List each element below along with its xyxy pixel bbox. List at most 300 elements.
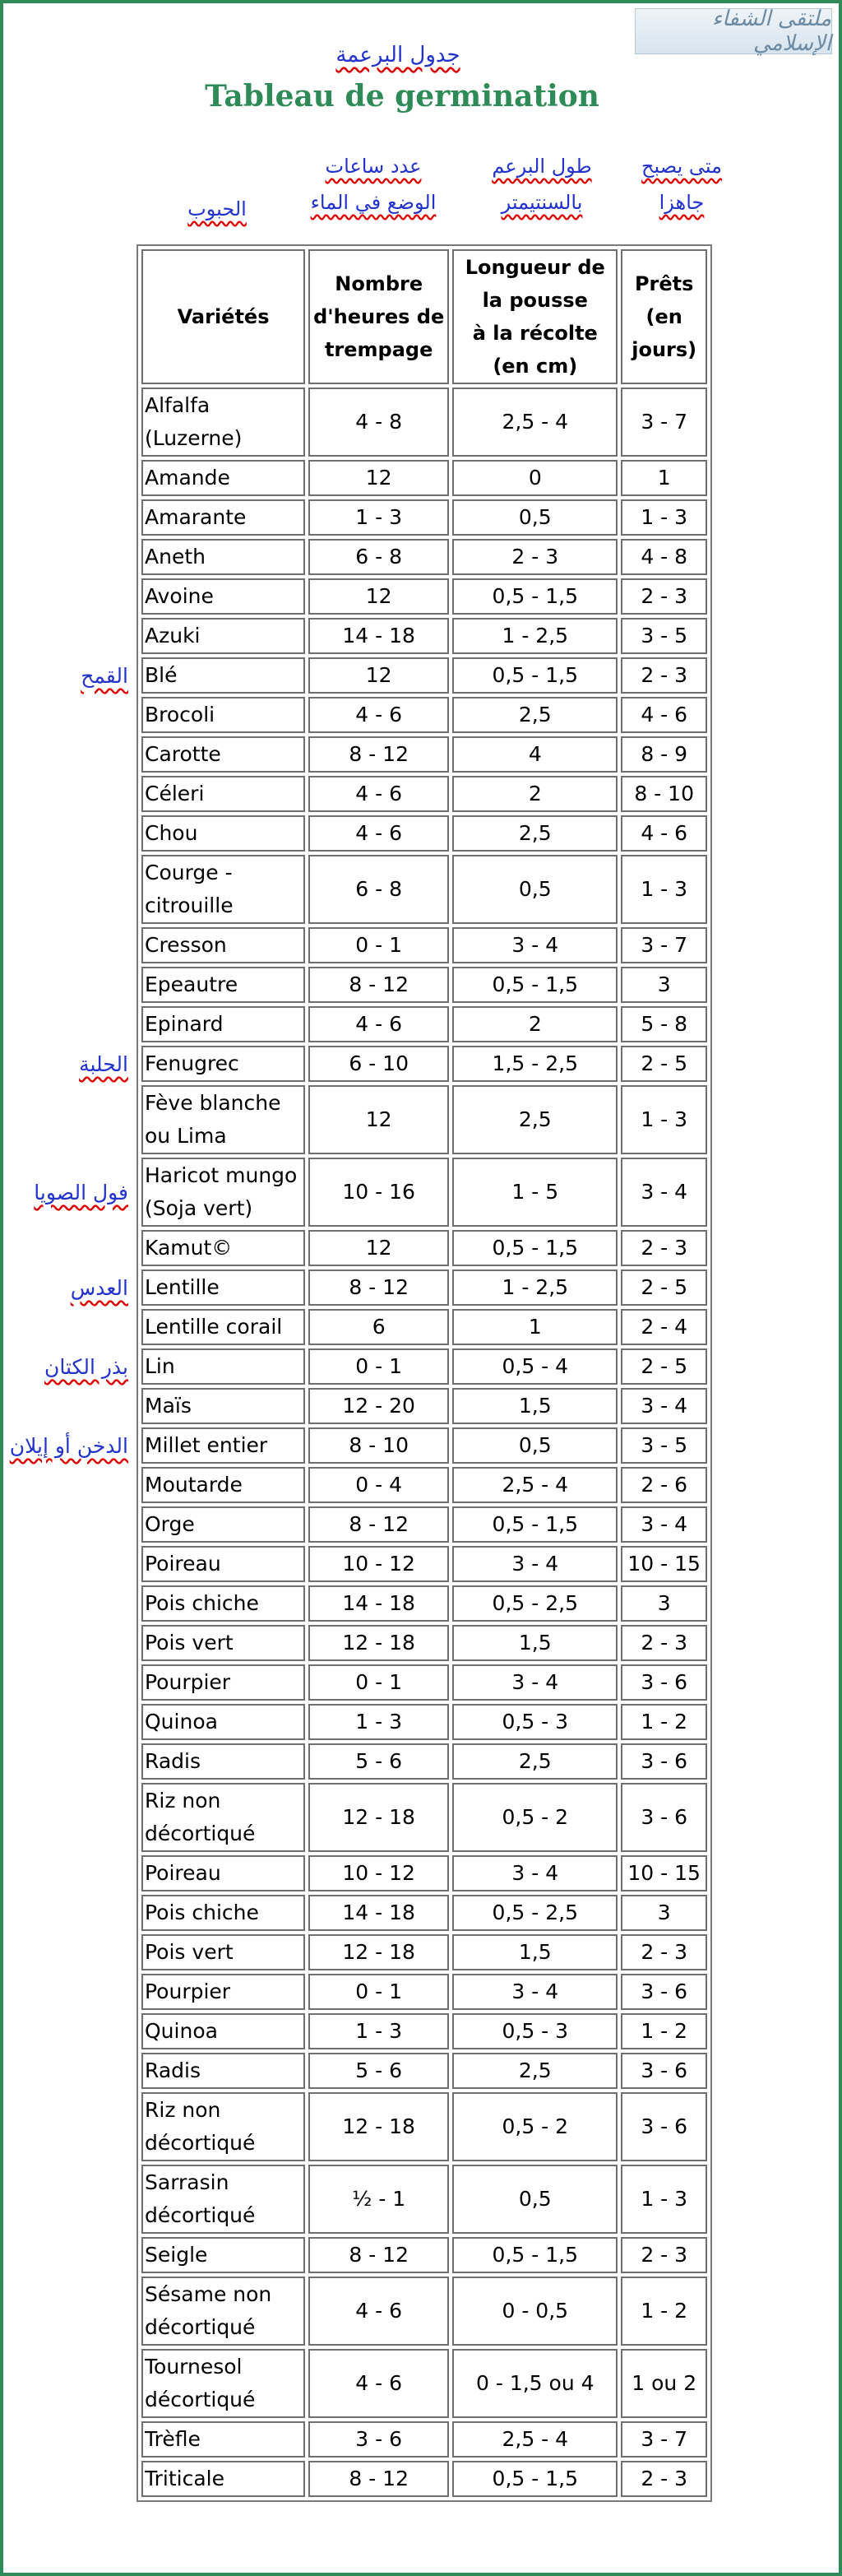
- table-row: [141, 460, 707, 496]
- hours-cell: 10 - 12: [308, 1546, 449, 1582]
- hours-cell: 4 - 6: [308, 1006, 449, 1042]
- hours-cell: 10 - 16: [308, 1158, 449, 1227]
- variety-cell: [141, 1783, 305, 1852]
- variety-name-line: Courge -: [145, 861, 233, 884]
- length-cell: 0 - 0,5: [452, 2277, 618, 2346]
- variety-cell: [141, 1269, 305, 1306]
- variety-name-line: Fève blanche: [145, 1091, 281, 1115]
- variety-cell: [141, 1506, 305, 1543]
- ready-cell: 3 - 7: [621, 388, 707, 457]
- ready-cell: 1 - 3: [621, 855, 707, 924]
- variety-name-line: Pois vert: [145, 1631, 234, 1655]
- length-cell: 2,5: [452, 2053, 618, 2089]
- table-row: [141, 1585, 707, 1622]
- ready-cell: 3 - 5: [621, 618, 707, 654]
- length-cell: 0,5 - 3: [452, 1704, 618, 1740]
- variety-cell: [141, 1085, 305, 1154]
- table-row: [141, 1974, 707, 2010]
- variety-name-line: Radis: [145, 2058, 201, 2082]
- table-row: [141, 539, 707, 575]
- ready-cell: 3 - 6: [621, 1974, 707, 2010]
- variety-cell: [141, 2053, 305, 2089]
- table-row: [141, 1704, 707, 1740]
- table-row: [141, 2092, 707, 2161]
- table-row: [141, 967, 707, 1003]
- hours-cell: 12 - 18: [308, 2092, 449, 2161]
- arabic-side-label: العدس: [70, 1276, 128, 1300]
- hours-cell: 12: [308, 1085, 449, 1154]
- length-cell: 0,5 - 1,5: [452, 2461, 618, 2497]
- site-logo: ملتقى الشفاء الإسلامي: [635, 8, 832, 54]
- variety-name-line: décortiqué: [145, 2131, 256, 2155]
- variety-name-line: Maïs: [145, 1394, 192, 1418]
- ready-cell: 3 - 6: [621, 1783, 707, 1852]
- variety-cell: [141, 539, 305, 575]
- hours-cell: 6 - 8: [308, 539, 449, 575]
- hours-cell: 8 - 10: [308, 1427, 449, 1464]
- variety-name-line: Pourpier: [145, 1670, 231, 1694]
- hours-cell: 0 - 1: [308, 1664, 449, 1701]
- variety-name-line: Pois chiche: [145, 1591, 259, 1615]
- variety-cell: [141, 388, 305, 457]
- column-header-varietes: Variétés: [141, 249, 305, 384]
- arabic-header-grains: الحبوب: [187, 197, 247, 220]
- variety-name-line: Alfalfa: [145, 393, 210, 417]
- ready-cell: 3 - 4: [621, 1506, 707, 1543]
- column-header-hours: Nombre d'heures de trempage: [308, 249, 449, 384]
- variety-name-line: Fenugrec: [145, 1051, 239, 1075]
- hours-cell: 10 - 12: [308, 1855, 449, 1891]
- length-cell: 2,5 - 4: [452, 1467, 618, 1503]
- variety-cell: [141, 1855, 305, 1891]
- variety-cell: [141, 1158, 305, 1227]
- hours-cell: 4 - 8: [308, 388, 449, 457]
- variety-cell: [141, 2461, 305, 2497]
- variety-cell: [141, 1388, 305, 1424]
- length-cell: 3 - 4: [452, 1855, 618, 1891]
- length-cell: 2,5: [452, 1743, 618, 1780]
- ready-cell: 1: [621, 460, 707, 496]
- variety-name-line: Blé: [145, 663, 178, 687]
- hours-cell: 4 - 6: [308, 776, 449, 812]
- ready-cell: 4 - 6: [621, 697, 707, 733]
- table-row: [141, 499, 707, 536]
- variety-name-line: Seigle: [145, 2243, 208, 2267]
- variety-cell: [141, 1934, 305, 1970]
- variety-name-line: Amarante: [145, 505, 247, 529]
- hours-cell: ½ - 1: [308, 2165, 449, 2234]
- length-cell: 0,5: [452, 2165, 618, 2234]
- length-cell: 2: [452, 1006, 618, 1042]
- hours-cell: 4 - 6: [308, 815, 449, 852]
- arabic-header-hours: عدد ساعات الوضع في الماء: [310, 155, 437, 214]
- length-cell: 1,5: [452, 1625, 618, 1661]
- table-row: [141, 2237, 707, 2273]
- hours-cell: 6 - 10: [308, 1046, 449, 1082]
- ready-cell: 10 - 15: [621, 1855, 707, 1891]
- variety-cell: [141, 1585, 305, 1622]
- arabic-header-ready: متى يصبح جاهزا: [641, 155, 722, 214]
- hours-cell: 12 - 18: [308, 1934, 449, 1970]
- variety-cell: [141, 967, 305, 1003]
- length-cell: 0,5 - 2: [452, 1783, 618, 1852]
- ready-cell: 3 - 5: [621, 1427, 707, 1464]
- hours-cell: 12 - 18: [308, 1625, 449, 1661]
- germination-table: [136, 244, 712, 2502]
- variety-name-line: Millet entier: [145, 1433, 268, 1457]
- variety-cell: [141, 578, 305, 615]
- variety-cell: [141, 776, 305, 812]
- table-row: [141, 1783, 707, 1852]
- table-row: [141, 1664, 707, 1701]
- column-header-ready: Prêts (en jours): [621, 249, 707, 384]
- hours-cell: 12: [308, 578, 449, 615]
- hours-cell: 4 - 6: [308, 2277, 449, 2346]
- variety-name-line: Poireau: [145, 1552, 221, 1576]
- variety-cell: [141, 815, 305, 852]
- variety-name-line: (Soja vert): [145, 1196, 253, 1220]
- hours-cell: 1 - 3: [308, 499, 449, 536]
- length-cell: 0,5 - 3: [452, 2013, 618, 2049]
- table-row: [141, 1427, 707, 1464]
- table-row: [141, 2421, 707, 2458]
- variety-name-line: Triticale: [145, 2467, 224, 2490]
- length-cell: 3 - 4: [452, 927, 618, 963]
- variety-cell: [141, 460, 305, 496]
- hours-cell: 4 - 6: [308, 2349, 449, 2418]
- ready-cell: 1 - 3: [621, 2165, 707, 2234]
- hours-cell: 6 - 8: [308, 855, 449, 924]
- ready-cell: 2 - 5: [621, 1269, 707, 1306]
- variety-name-line: Sarrasin: [145, 2170, 229, 2194]
- arabic-header-length: طول البرعم بالسنتيمتر: [492, 155, 592, 214]
- variety-name-line: Lentille: [145, 1275, 220, 1299]
- length-cell: 2,5 - 4: [452, 388, 618, 457]
- hours-cell: 6: [308, 1309, 449, 1345]
- arabic-side-label: فول الصويا: [34, 1181, 128, 1204]
- hours-cell: 0 - 1: [308, 927, 449, 963]
- length-cell: 0,5 - 2,5: [452, 1895, 618, 1931]
- hours-cell: 0 - 1: [308, 1974, 449, 2010]
- ready-cell: 4 - 6: [621, 815, 707, 852]
- table-row: [141, 2461, 707, 2497]
- variety-name-line: Riz non: [145, 2098, 221, 2122]
- table-row: [141, 1006, 707, 1042]
- ready-cell: 1 - 2: [621, 2277, 707, 2346]
- length-cell: 1 - 2,5: [452, 1269, 618, 1306]
- ready-cell: 10 - 15: [621, 1546, 707, 1582]
- table-row: [141, 1625, 707, 1661]
- arabic-side-label: الدخن أو إيلان: [9, 1434, 128, 1458]
- ready-cell: 2 - 6: [621, 1467, 707, 1503]
- hours-cell: 12: [308, 460, 449, 496]
- arabic-title: جدول البرعمة: [335, 43, 460, 67]
- variety-name-line: Radis: [145, 1749, 201, 1773]
- variety-name-line: Trèfle: [145, 2427, 201, 2451]
- hours-cell: 0 - 1: [308, 1348, 449, 1385]
- column-header-length: Longueur de la pousse à la récolte (en cm): [452, 249, 618, 384]
- variety-cell: [141, 855, 305, 924]
- table-row: [141, 697, 707, 733]
- ready-cell: 5 - 8: [621, 1006, 707, 1042]
- variety-name-line: Quinoa: [145, 2019, 218, 2043]
- table-row: [141, 1158, 707, 1227]
- table-row: [141, 578, 707, 615]
- variety-cell: [141, 2092, 305, 2161]
- variety-name-line: Haricot mungo: [145, 1163, 298, 1187]
- ready-cell: 8 - 10: [621, 776, 707, 812]
- variety-cell: [141, 1230, 305, 1266]
- length-cell: 2,5: [452, 1085, 618, 1154]
- variety-name-line: Epinard: [145, 1012, 224, 1036]
- variety-name-line: décortiqué: [145, 2203, 256, 2227]
- variety-name-line: Pourpier: [145, 1980, 231, 2003]
- table-row: [141, 1934, 707, 1970]
- length-cell: 2 - 3: [452, 539, 618, 575]
- variety-cell: [141, 1743, 305, 1780]
- variety-name-line: Aneth: [145, 545, 206, 569]
- variety-cell: [141, 2349, 305, 2418]
- length-cell: 0,5: [452, 855, 618, 924]
- length-cell: 0: [452, 460, 618, 496]
- table-row: [141, 1388, 707, 1424]
- length-cell: 2,5: [452, 697, 618, 733]
- variety-name-line: Pois vert: [145, 1940, 234, 1964]
- variety-name-line: décortiqué: [145, 1822, 256, 1845]
- variety-cell: [141, 657, 305, 694]
- ready-cell: 1 - 2: [621, 1704, 707, 1740]
- table-row: [141, 1467, 707, 1503]
- hours-cell: 12: [308, 1230, 449, 1266]
- ready-cell: 2 - 3: [621, 657, 707, 694]
- length-cell: 0,5 - 4: [452, 1348, 618, 1385]
- table-row: [141, 1046, 707, 1082]
- length-cell: 1,5: [452, 1934, 618, 1970]
- hours-cell: 8 - 12: [308, 2237, 449, 2273]
- hours-cell: 12 - 18: [308, 1783, 449, 1852]
- variety-cell: [141, 1895, 305, 1931]
- length-cell: 0 - 1,5 ou 4: [452, 2349, 618, 2418]
- hours-cell: 8 - 12: [308, 736, 449, 773]
- length-cell: 3 - 4: [452, 1974, 618, 2010]
- table-row: [141, 855, 707, 924]
- variety-name-line: Sésame non: [145, 2282, 272, 2306]
- length-cell: 0,5 - 1,5: [452, 1506, 618, 1543]
- length-cell: 3 - 4: [452, 1664, 618, 1701]
- table-row: [141, 388, 707, 457]
- length-cell: 0,5 - 2: [452, 2092, 618, 2161]
- ready-cell: 2 - 5: [621, 1046, 707, 1082]
- table-row: [141, 1309, 707, 1345]
- ready-cell: 2 - 4: [621, 1309, 707, 1345]
- hours-cell: 1 - 3: [308, 2013, 449, 2049]
- length-cell: 1,5 - 2,5: [452, 1046, 618, 1082]
- ready-cell: 1 - 2: [621, 2013, 707, 2049]
- ready-cell: 3 - 7: [621, 927, 707, 963]
- length-cell: 2,5: [452, 815, 618, 852]
- ready-cell: 2 - 3: [621, 578, 707, 615]
- ready-cell: 3: [621, 1585, 707, 1622]
- length-cell: 1 - 5: [452, 1158, 618, 1227]
- arabic-side-label: بذر الكتان: [44, 1355, 128, 1379]
- hours-cell: 12 - 20: [308, 1388, 449, 1424]
- variety-name-line: décortiqué: [145, 2315, 256, 2339]
- ready-cell: 3 - 6: [621, 2053, 707, 2089]
- hours-cell: 14 - 18: [308, 1895, 449, 1931]
- variety-cell: [141, 1348, 305, 1385]
- table-row: [141, 618, 707, 654]
- variety-cell: [141, 2277, 305, 2346]
- hours-cell: 14 - 18: [308, 1585, 449, 1622]
- variety-name-line: Chou: [145, 821, 198, 845]
- variety-name-line: Azuki: [145, 624, 201, 647]
- variety-cell: [141, 736, 305, 773]
- length-cell: 2: [452, 776, 618, 812]
- ready-cell: 1 - 3: [621, 499, 707, 536]
- variety-cell: [141, 1467, 305, 1503]
- length-cell: 1,5: [452, 1388, 618, 1424]
- variety-name-line: Avoine: [145, 584, 214, 608]
- table-row: [141, 2053, 707, 2089]
- variety-name-line: citrouille: [145, 893, 234, 917]
- variety-cell: [141, 2237, 305, 2273]
- table-row: [141, 776, 707, 812]
- table-row: [141, 2165, 707, 2234]
- variety-name-line: Pois chiche: [145, 1901, 259, 1924]
- length-cell: 3 - 4: [452, 1546, 618, 1582]
- variety-name-line: Lentille corail: [145, 1315, 283, 1339]
- ready-cell: 3 - 6: [621, 2092, 707, 2161]
- table-header-row: [141, 249, 707, 384]
- hours-cell: 8 - 12: [308, 1506, 449, 1543]
- ready-cell: 3 - 6: [621, 1743, 707, 1780]
- variety-cell: [141, 1309, 305, 1345]
- table-row: [141, 2349, 707, 2418]
- table-row: [141, 1895, 707, 1931]
- ready-cell: 3: [621, 967, 707, 1003]
- length-cell: 1 - 2,5: [452, 618, 618, 654]
- variety-name-line: Brocoli: [145, 703, 215, 726]
- variety-name-line: (Luzerne): [145, 426, 243, 450]
- variety-cell: [141, 927, 305, 963]
- ready-cell: 1 - 3: [621, 1085, 707, 1154]
- length-cell: 2,5 - 4: [452, 2421, 618, 2458]
- ready-cell: 1 ou 2: [621, 2349, 707, 2418]
- hours-cell: 8 - 12: [308, 1269, 449, 1306]
- variety-name-line: Lin: [145, 1354, 175, 1378]
- ready-cell: 3: [621, 1895, 707, 1931]
- variety-cell: [141, 1625, 305, 1661]
- hours-cell: 12: [308, 657, 449, 694]
- length-cell: 0,5: [452, 1427, 618, 1464]
- ready-cell: 3 - 4: [621, 1388, 707, 1424]
- variety-name-line: ou Lima: [145, 1124, 227, 1148]
- variety-name-line: Amande: [145, 466, 230, 490]
- variety-cell: [141, 1546, 305, 1582]
- variety-cell: [141, 499, 305, 536]
- table-row: [141, 1230, 707, 1266]
- hours-cell: 4 - 6: [308, 697, 449, 733]
- variety-cell: [141, 697, 305, 733]
- variety-cell: [141, 2165, 305, 2234]
- ready-cell: 4 - 8: [621, 539, 707, 575]
- arabic-side-label: القمح: [81, 664, 128, 688]
- hours-cell: 14 - 18: [308, 618, 449, 654]
- table-row: [141, 1743, 707, 1780]
- length-cell: 4: [452, 736, 618, 773]
- page-title: Tableau de germination: [205, 79, 599, 114]
- hours-cell: 5 - 6: [308, 1743, 449, 1780]
- table-row: [141, 1855, 707, 1891]
- length-cell: 0,5 - 1,5: [452, 967, 618, 1003]
- ready-cell: 2 - 3: [621, 2461, 707, 2497]
- table-row: [141, 657, 707, 694]
- ready-cell: 2 - 3: [621, 2237, 707, 2273]
- variety-name-line: Epeautre: [145, 972, 238, 996]
- hours-cell: 8 - 12: [308, 2461, 449, 2497]
- table-row: [141, 736, 707, 773]
- ready-cell: 8 - 9: [621, 736, 707, 773]
- variety-name-line: Cresson: [145, 933, 227, 957]
- length-cell: 0,5 - 1,5: [452, 578, 618, 615]
- hours-cell: 8 - 12: [308, 967, 449, 1003]
- table-row: [141, 1269, 707, 1306]
- variety-name-line: Céleri: [145, 782, 205, 805]
- hours-cell: 0 - 4: [308, 1467, 449, 1503]
- table-row: [141, 927, 707, 963]
- length-cell: 0,5 - 2,5: [452, 1585, 618, 1622]
- table-row: [141, 1506, 707, 1543]
- hours-cell: 5 - 6: [308, 2053, 449, 2089]
- variety-cell: [141, 618, 305, 654]
- variety-name-line: Quinoa: [145, 1710, 218, 1734]
- table-row: [141, 2013, 707, 2049]
- variety-name-line: décortiqué: [145, 2388, 256, 2411]
- variety-cell: [141, 1427, 305, 1464]
- length-cell: 0,5 - 1,5: [452, 657, 618, 694]
- table-row: [141, 1348, 707, 1385]
- variety-cell: [141, 1704, 305, 1740]
- variety-name-line: Carotte: [145, 742, 221, 766]
- ready-cell: 2 - 5: [621, 1348, 707, 1385]
- hours-cell: 3 - 6: [308, 2421, 449, 2458]
- hours-cell: 1 - 3: [308, 1704, 449, 1740]
- variety-cell: [141, 1664, 305, 1701]
- ready-cell: 2 - 3: [621, 1934, 707, 1970]
- variety-cell: [141, 2013, 305, 2049]
- variety-name-line: Moutarde: [145, 1473, 243, 1497]
- variety-cell: [141, 2421, 305, 2458]
- ready-cell: 3 - 4: [621, 1158, 707, 1227]
- length-cell: 0,5: [452, 499, 618, 536]
- arabic-side-label: الحلبة: [79, 1052, 128, 1076]
- length-cell: 0,5 - 1,5: [452, 1230, 618, 1266]
- variety-name-line: Kamut©: [145, 1236, 233, 1260]
- table-row: [141, 1546, 707, 1582]
- variety-cell: [141, 1974, 305, 2010]
- variety-name-line: Orge: [145, 1512, 195, 1536]
- length-cell: 0,5 - 1,5: [452, 2237, 618, 2273]
- variety-name-line: Poireau: [145, 1861, 221, 1885]
- variety-name-line: Riz non: [145, 1789, 221, 1812]
- table-row: [141, 1085, 707, 1154]
- ready-cell: 2 - 3: [621, 1230, 707, 1266]
- table-row: [141, 2277, 707, 2346]
- ready-cell: 3 - 7: [621, 2421, 707, 2458]
- table-row: [141, 815, 707, 852]
- variety-name-line: Tournesol: [145, 2355, 243, 2379]
- ready-cell: 2 - 3: [621, 1625, 707, 1661]
